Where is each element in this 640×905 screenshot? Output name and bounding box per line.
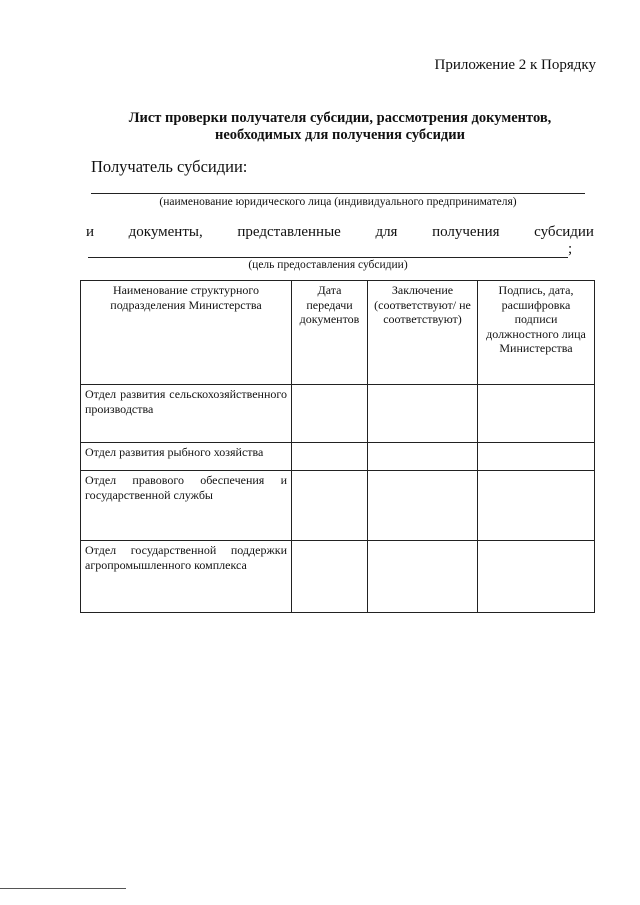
recipient-label: Получатель субсидии:	[91, 157, 248, 176]
department-name: Отдел правового обеспечения и государственной службы	[81, 471, 292, 541]
department-name: Отдел развития рыбного хозяйства	[81, 443, 292, 471]
department-name: Отдел государственной поддержки агропромышленного комплекса	[81, 541, 292, 613]
conclusion-cell	[368, 541, 478, 613]
conclusion-cell	[368, 471, 478, 541]
transfer-date-cell	[292, 385, 368, 443]
documents-word: и	[86, 224, 95, 240]
purpose-line-end: ;	[568, 241, 573, 257]
signature-cell	[478, 471, 595, 541]
documents-line	[86, 224, 594, 241]
signature-cell	[478, 443, 595, 471]
document-title: Лист проверки получателя субсидии, рассмотрения документов, необходимых для получения субсидии	[128, 110, 552, 143]
purpose-caption: (цель предоставления субсидии)	[248, 259, 408, 271]
appendix-reference: Приложение 2 к Порядку	[434, 57, 596, 73]
table-row	[81, 471, 595, 541]
transfer-date-cell	[292, 541, 368, 613]
conclusion-cell	[368, 443, 478, 471]
recipient-name-line	[91, 193, 585, 194]
documents-word: представленные	[237, 224, 341, 240]
header-department: Наименование структурного подразделения Министерства	[81, 281, 292, 385]
purpose-line	[88, 257, 568, 258]
documents-word: для	[375, 224, 398, 240]
table-row	[81, 541, 595, 613]
table-row	[81, 443, 595, 471]
header-conclusion: Заключение (соответствуют/ не соответствуют)	[368, 281, 478, 385]
approval-table	[80, 280, 595, 613]
signature-cell	[478, 541, 595, 613]
documents-word: документы,	[128, 224, 203, 240]
department-name: Отдел развития сельскохозяйственного производства	[81, 385, 292, 443]
signature-cell	[478, 385, 595, 443]
footnote-separator	[0, 888, 126, 889]
recipient-caption: (наименование юридического лица (индивидуального предпринимателя)	[159, 196, 517, 208]
header-transfer-date: Дата передачи документов	[292, 281, 368, 385]
transfer-date-cell	[292, 471, 368, 541]
documents-word: субсидии	[534, 224, 594, 240]
table-row	[81, 385, 595, 443]
conclusion-cell	[368, 385, 478, 443]
transfer-date-cell	[292, 443, 368, 471]
header-signature: Подпись, дата, расшифровка подписи должностного лица Министерства	[478, 281, 595, 385]
documents-word: получения	[432, 224, 500, 240]
table-header-row	[81, 281, 595, 385]
